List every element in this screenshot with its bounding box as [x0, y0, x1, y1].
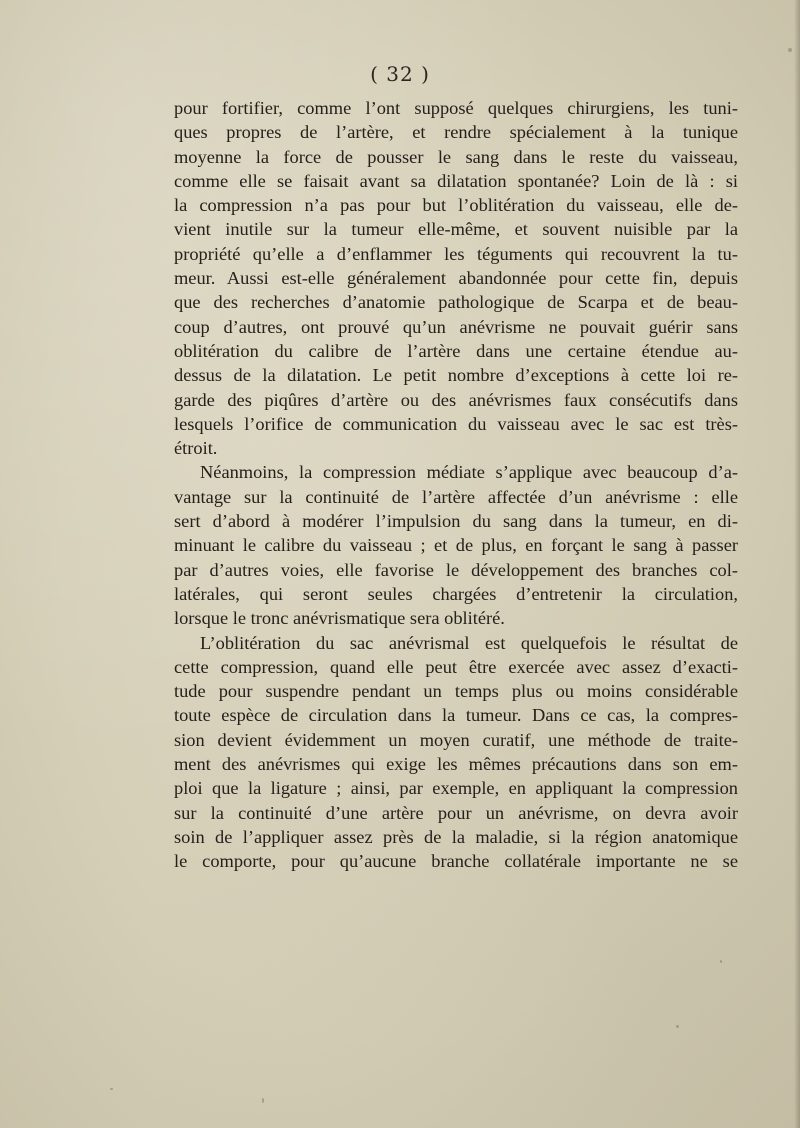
text-line: le comporte, pour qu’aucune branche collatérale importante ne se: [174, 851, 738, 872]
paragraph-3: [174, 631, 738, 874]
paper-speck: [262, 1098, 264, 1103]
paragraph-2: [174, 460, 738, 630]
text-line: coup d’autres, ont prouvé qu’un anévrisme ne pouvait guérir sans: [174, 316, 738, 337]
page-edge-shadow: [794, 0, 800, 1128]
text-line: dessus de la dilatation. Le petit nombre d’exceptions à cette loi re-: [174, 365, 738, 386]
text-line: vient inutile sur la tumeur elle-même, et souvent nuisible par la: [174, 219, 738, 240]
page-number: ( 32 ): [370, 62, 430, 86]
text-line: oblitération du calibre de l’artère dans une certaine étendue au-: [174, 340, 738, 361]
text-line: garde des piqûres d’artère ou des anévrismes faux consécutifs dans: [174, 389, 738, 410]
text-line: latérales, qui seront seules chargées d’entretenir la circulation,: [174, 583, 738, 604]
text-line: toute espèce de circulation dans la tumeur. Dans ce cas, la compres-: [174, 705, 738, 726]
paper-speck: [676, 1025, 679, 1028]
text-line: Néanmoins, la compression médiate s’applique avec beaucoup d’a-: [200, 462, 738, 483]
paper-speck: [720, 960, 722, 963]
text-line: pour fortifier, comme l’ont supposé quelques chirurgiens, les tuni-: [174, 98, 738, 118]
text-line: sur la continuité d’une artère pour un anévrisme, on devra avoir: [174, 802, 738, 823]
text-line: propriété qu’elle a d’enflammer les téguments qui recouvrent la tu-: [174, 243, 738, 264]
text-line: vantage sur la continuité de l’artère affectée d’un anévrisme : elle: [174, 486, 738, 507]
text-line: meur. Aussi est-elle généralement abandonnée pour cette fin, depuis: [174, 268, 738, 289]
paper-speck: [110, 1088, 113, 1090]
paper-speck: [788, 48, 792, 52]
text-line: lorsque le tronc anévrismatique sera oblitéré.: [174, 608, 505, 629]
text-line: soin de l’appliquer assez près de la maladie, si la région anatomique: [174, 826, 738, 847]
text-line: moyenne la force de pousser le sang dans le reste du vaisseau,: [174, 146, 738, 167]
text-line: cette compression, quand elle peut être exercée avec assez d’exacti-: [174, 656, 738, 677]
text-line: ques propres de l’artère, et rendre spécialement à la tunique: [174, 122, 738, 143]
text-line: que des recherches d’anatomie pathologique de Scarpa et de beau-: [174, 292, 738, 313]
text-line: par d’autres voies, elle favorise le développement des branches col-: [174, 559, 738, 580]
text-line: sert d’abord à modérer l’impulsion du sang dans la tumeur, en di-: [174, 511, 738, 532]
text-line: tude pour suspendre pendant un temps plus ou moins considérable: [174, 681, 738, 702]
text-line: ment des anévrismes qui exige les mêmes précautions dans son em-: [174, 754, 738, 775]
paragraph-1: [174, 96, 738, 460]
text-line: comme elle se faisait avant sa dilatation spontanée? Loin de là : si: [174, 170, 738, 191]
text-line: lesquels l’orifice de communication du vaisseau avec le sac est très-: [174, 413, 738, 434]
text-line: étroit.: [174, 438, 218, 459]
text-line: la compression n’a pas pour but l’oblitération du vaisseau, elle de-: [174, 195, 738, 216]
text-line: ploi que la ligature ; ainsi, par exemple, en appliquant la compression: [174, 778, 738, 799]
body-text: [174, 96, 738, 874]
text-line: L’oblitération du sac anévrismal est quelquefois le résultat de: [200, 632, 738, 653]
text-line: sion devient évidemment un moyen curatif, une méthode de traite-: [174, 729, 738, 750]
text-line: minuant le calibre du vaisseau ; et de plus, en forçant le sang à passer: [174, 535, 738, 556]
